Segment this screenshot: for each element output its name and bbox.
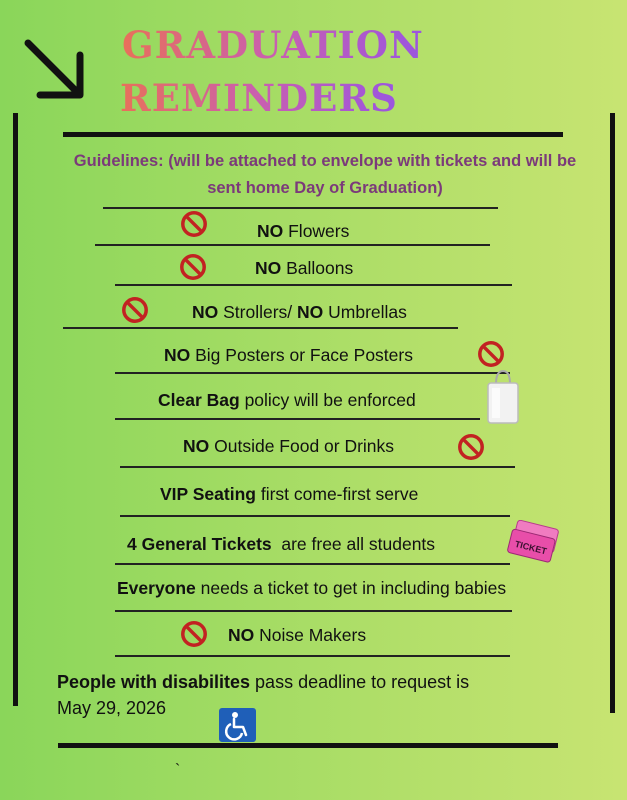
divider [63, 327, 458, 329]
top-rule [63, 132, 563, 137]
prohibited-icon [180, 210, 208, 238]
divider [115, 563, 510, 565]
divider [115, 372, 510, 374]
divider [95, 244, 490, 246]
prohibited-icon [121, 296, 149, 324]
bottom-rule [58, 743, 558, 748]
guidelines-text: Guidelines: (will be attached to envelope with tickets and will be sent home Day of Graduation) [73, 152, 577, 197]
item-no-flowers: NO Flowers [257, 221, 350, 241]
divider [115, 418, 480, 420]
left-frame-bar [13, 113, 18, 706]
title-line-2: REMINDERS [120, 76, 398, 120]
item-vip-seating: VIP Seating first come-first serve [160, 484, 419, 504]
prohibited-icon [477, 340, 505, 368]
divider [115, 284, 512, 286]
wheelchair-icon [219, 708, 256, 742]
shopping-bag-icon [485, 368, 521, 426]
right-frame-bar [610, 113, 615, 713]
ticket-icon [507, 520, 559, 566]
item-clear-bag: Clear Bag policy will be enforced [158, 390, 416, 410]
stray-mark: ` [175, 762, 181, 779]
divider [115, 610, 512, 612]
disability-notice: People with disabilites pass deadline to request is May 29, 2026 [57, 672, 470, 718]
prohibited-icon [179, 253, 207, 281]
item-no-strollers: NO Strollers/ NO Umbrellas [192, 302, 407, 322]
svg-text:TICKET: TICKET [513, 538, 548, 557]
arrow-down-right-icon [20, 35, 90, 105]
divider [103, 207, 498, 209]
item-no-noise-makers: NO Noise Makers [228, 625, 367, 645]
divider [120, 515, 510, 517]
item-no-balloons: NO Balloons [255, 258, 354, 278]
item-no-posters: NO Big Posters or Face Posters [164, 345, 413, 365]
item-no-food: NO Outside Food or Drinks [183, 436, 395, 456]
divider [120, 466, 515, 468]
prohibited-icon [457, 433, 485, 461]
item-everyone-ticket: Everyone needs a ticket to get in including babies [117, 578, 507, 598]
divider [115, 655, 510, 657]
item-general-tickets: 4 General Tickets are free all students [127, 534, 436, 554]
title-line-1: GRADUATION [122, 23, 424, 67]
prohibited-icon [180, 620, 208, 648]
